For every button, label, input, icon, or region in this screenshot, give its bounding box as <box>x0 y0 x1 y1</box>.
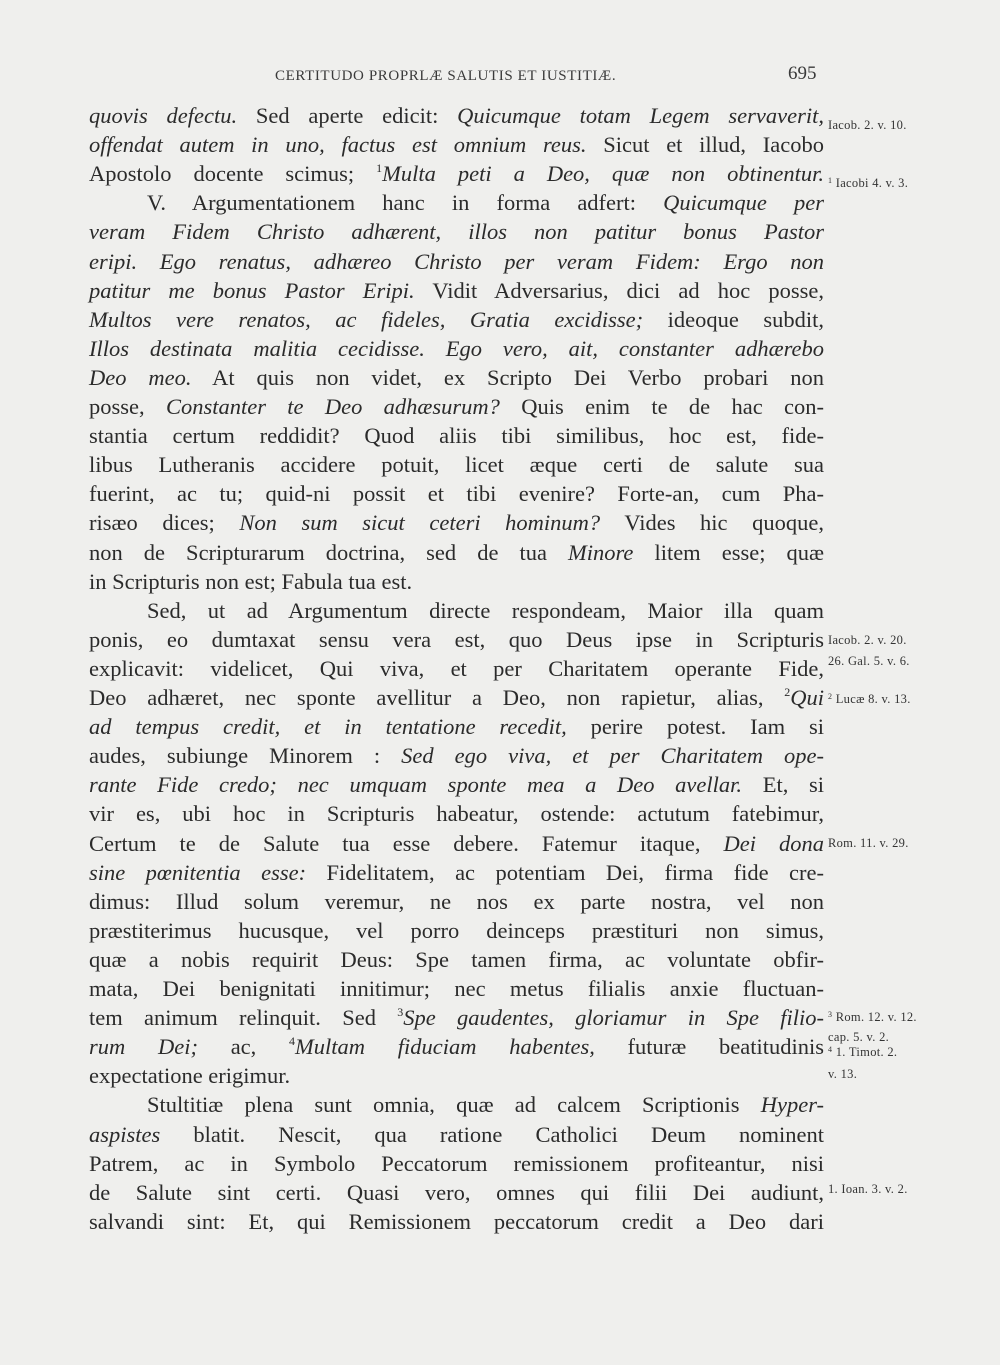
text-segment: Fidelitatem, ac potentiam Dei, firma fide cre- <box>306 859 824 885</box>
scripture-reference <box>828 633 907 648</box>
reference-text: cap. 5. v. 2. <box>828 1030 890 1044</box>
text-line <box>89 654 824 684</box>
scripture-reference <box>828 836 909 851</box>
text-line <box>89 538 824 568</box>
italic-quotation: patitur me bonus Pastor Eripi. <box>89 277 415 303</box>
reference-text: 26. Gal. 5. v. 6. <box>828 654 910 668</box>
text-segment: posse, <box>89 394 166 419</box>
italic-quotation: Hyper- <box>760 1092 824 1118</box>
italic-quotation: eripi. Ego renatus, adhæreo Christo per veram Fidem: Ergo non <box>89 248 824 274</box>
reference-marker: 2 <box>828 692 833 701</box>
text-line <box>89 683 824 713</box>
text-line <box>89 363 824 393</box>
text-segment: præstiterimus hucusque, vel porro deinceps præstituri non simus, <box>89 917 824 943</box>
text-line <box>89 945 824 975</box>
scripture-reference <box>828 654 910 669</box>
text-line <box>89 392 824 422</box>
text-segment: Patrem, ac in Symbolo Peccatorum remissionem profiteantur, nisi <box>89 1150 824 1176</box>
text-line <box>89 1061 824 1091</box>
text-segment: ponis, eo dumtaxat sensu vera est, quo Deus ipse in Scripturis <box>89 626 824 652</box>
text-segment: Vidit Adversarius, dici ad hoc posse, <box>414 277 824 303</box>
text-line <box>89 334 824 364</box>
text-segment: Deo adhæret, nec sponte avellitur a Deo, non rapietur, alias, <box>89 685 785 710</box>
text-line <box>89 247 824 277</box>
text-segment: Apostolo docente scimus; <box>89 161 377 187</box>
text-segment: mata, Dei benignitati innitimur; nec metus filialis anxie fluctuan- <box>89 976 824 1001</box>
text-line <box>89 1149 824 1179</box>
text-line <box>89 217 824 247</box>
text-segment: Stultitiæ plena sunt omnia, quæ ad calcem Scriptionis <box>147 1092 761 1118</box>
scripture-reference <box>828 1182 908 1197</box>
text-segment: salvandi sint: Et, qui Remissionem peccatorum credit a Deo dari <box>89 1208 824 1234</box>
text-segment: libus Lutheranis accidere potuit, licet æque certi de salute sua <box>89 452 824 478</box>
reference-marker: 4 <box>828 1045 833 1054</box>
reference-text: Iacob. 2. v. 10. <box>828 118 907 132</box>
text-line <box>89 567 824 597</box>
italic-quotation: rum Dei; <box>89 1034 198 1060</box>
text-segment: V. Argumentationem hanc in forma adfert: <box>147 190 664 216</box>
text-line <box>89 1120 824 1150</box>
text-segment: explicavit: videlicet, Qui viva, et per Charitatem operante Fide, <box>89 655 824 681</box>
footnote-marker-number: 1 <box>376 161 383 176</box>
reference-marker: 3 <box>828 1010 833 1019</box>
scripture-reference <box>828 1067 857 1082</box>
page-number: 695 <box>788 63 817 84</box>
text-line <box>89 1207 824 1237</box>
italic-quotation: Dei dona <box>723 830 824 856</box>
italic-quotation: Quicumque totam Legem servaverit, <box>457 103 824 128</box>
reference-text: 1. Timot. 2. <box>832 1045 898 1059</box>
text-segment: perire potest. Iam si <box>566 714 824 740</box>
text-line <box>89 887 824 917</box>
text-segment: tem animum relinquit. Sed <box>89 1005 398 1031</box>
text-segment: Et, si <box>742 772 824 798</box>
text-line <box>89 858 824 888</box>
reference-text: Iacob. 2. v. 20. <box>828 633 907 647</box>
text-line <box>89 625 824 655</box>
text-line <box>89 421 824 451</box>
text-segment: non de Scripturarum doctrina, sed de tua <box>89 539 568 565</box>
text-segment: blatit. Nescit, qua ratione Catholici Deum nominent <box>160 1121 824 1147</box>
scripture-reference <box>828 1030 889 1045</box>
text-line <box>89 770 824 800</box>
footnote-marker-number: 3 <box>397 1005 404 1020</box>
reference-text: Rom. 11. v. 29. <box>828 836 909 850</box>
scripture-reference <box>828 692 911 707</box>
reference-text: 1. Ioan. 3. v. 2. <box>828 1182 908 1196</box>
text-segment: ac, <box>197 1034 290 1060</box>
scripture-reference <box>828 1010 917 1025</box>
italic-quotation: quovis defectu. <box>89 103 238 128</box>
text-segment: fuerint, ac tu; quid-ni possit et tibi evenire? Forte-an, cum Pha- <box>89 481 824 507</box>
text-segment: stantia certum reddidit? Quod aliis tibi similibus, hoc est, fide- <box>89 423 824 449</box>
text-line <box>147 188 824 218</box>
text-line <box>89 1032 824 1062</box>
text-line <box>89 130 824 160</box>
italic-quotation: Multam fiduciam habentes, <box>295 1034 595 1060</box>
text-line <box>89 508 824 538</box>
italic-quotation: veram Fidem Christo adhærent, illos non patitur bonus Pastor <box>89 219 824 245</box>
text-segment: Sicut et illud, Iacobo <box>586 132 824 158</box>
italic-quotation: offendat autem in uno, factus est omnium reus. <box>89 132 587 158</box>
italic-quotation: Quicumque per <box>663 190 824 216</box>
text-line <box>89 712 824 742</box>
italic-quotation: Spe gaudentes, gloriamur in Spe filio- <box>403 1005 824 1031</box>
text-segment: dimus: Illud solum veremur, ne nos ex parte nostra, vel non <box>89 888 824 914</box>
text-line <box>89 916 824 946</box>
text-line <box>89 276 824 306</box>
text-segment: futuræ beatitudinis <box>594 1034 825 1060</box>
italic-quotation: rante Fide credo; nec umquam sponte mea a Deo avellar. <box>89 772 743 798</box>
text-segment: Vides hic quoque, <box>600 510 824 536</box>
text-segment: expectatione erigimur. <box>89 1063 291 1089</box>
text-segment: Certum te de Salute tua esse debere. Fatemur itaque, <box>89 830 724 856</box>
reference-text: Lucæ 8. v. 13. <box>832 692 911 706</box>
scripture-reference <box>828 118 907 133</box>
running-head: CERTITUDO PROPRLÆ SALUTIS ET IUSTITIÆ. <box>275 68 617 84</box>
text-line <box>89 450 824 480</box>
text-line <box>89 305 824 335</box>
text-line <box>89 974 824 1004</box>
reference-text: Iacobi 4. v. 3. <box>832 176 909 190</box>
text-line <box>89 741 824 771</box>
italic-quotation: ad tempus credit, et in tentatione recedit, <box>89 714 567 740</box>
italic-quotation: Multos vere renatos, ac fideles, Gratia excidisse; <box>89 306 644 332</box>
italic-quotation: Minore <box>568 539 634 565</box>
italic-quotation: aspistes <box>89 1121 161 1147</box>
footnote-marker-number: 2 <box>784 685 791 699</box>
scripture-reference <box>828 1045 897 1060</box>
text-segment: ideoque subdit, <box>643 306 825 332</box>
text-line <box>89 1178 824 1208</box>
italic-quotation: Deo meo. <box>89 364 192 390</box>
italic-quotation: sine pœnitentia esse: <box>89 859 307 885</box>
italic-quotation: Illos destinata malitia cecidisse. Ego vero, ait, constanter adhærebo <box>89 335 824 361</box>
text-line <box>147 1090 824 1120</box>
footnote-marker-number: 4 <box>289 1034 296 1049</box>
text-segment: de Salute sint certi. Quasi vero, omnes qui filii Dei audiunt, <box>89 1179 824 1205</box>
text-segment: quæ a nobis requirit Deus: Spe tamen firma, ac voluntate obfir- <box>89 946 824 972</box>
text-segment: audes, subiunge Minorem : <box>89 743 402 769</box>
text-line <box>89 829 824 859</box>
text-segment: Sed aperte edicit: <box>237 103 458 128</box>
reference-text: Rom. 12. v. 12. <box>832 1010 917 1024</box>
text-line <box>89 799 824 829</box>
text-segment: risæo dices; <box>89 510 240 536</box>
reference-text: v. 13. <box>828 1067 858 1081</box>
italic-quotation: Sed ego viva, et per Charitatem ope- <box>401 743 824 769</box>
reference-marker: 1 <box>828 176 833 185</box>
text-segment: vir es, ubi hoc in Scripturis habeatur, ostende: actutum fatebimur, <box>89 801 824 827</box>
italic-quotation: Qui <box>790 685 824 710</box>
text-segment: Quis enim te de hac con- <box>499 394 825 419</box>
italic-quotation: Multa peti a Deo, quæ non obtinentur. <box>382 161 824 187</box>
text-segment: Sed, ut ad Argumentum directe respondeam, Maior illa quam <box>147 597 824 623</box>
italic-quotation: Constanter te Deo adhæsurum? <box>165 394 500 419</box>
text-segment: in Scripturis non est; Fabula tua est. <box>89 568 413 594</box>
text-line <box>89 101 824 131</box>
text-line <box>89 159 824 189</box>
scripture-reference <box>828 176 908 191</box>
italic-quotation: Non sum sicut ceteri hominum? <box>239 510 601 536</box>
text-line <box>89 1003 824 1033</box>
text-segment: At quis non videt, ex Scripto Dei Verbo probari non <box>191 364 824 390</box>
text-segment: litem esse; quæ <box>633 539 824 565</box>
text-line <box>89 479 824 509</box>
text-line <box>147 596 824 626</box>
